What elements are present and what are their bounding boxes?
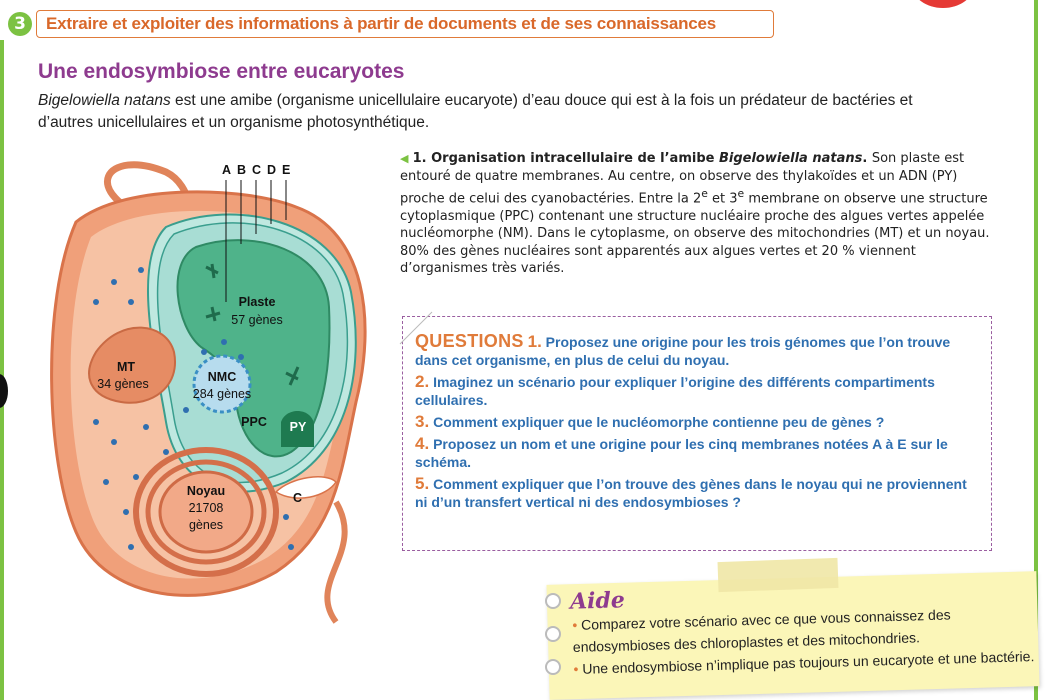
nmc-genes-label: 284 gènes	[192, 387, 252, 401]
aide-list	[572, 601, 1044, 680]
question-2-text: Imaginez un scénario pour expliquer l’origine des différents compartiments cellulaires.	[415, 374, 935, 408]
intro-text: est une amibe (organisme unicellulaire eucaryote) d’eau douce qui est à la fois un prédateur de bactéries et d’autres unicellulaires et un organisme photosynthétique.	[38, 92, 913, 131]
left-green-bar	[0, 40, 4, 700]
caption-sup-2: e	[737, 187, 745, 200]
aide-title: Aide	[569, 587, 626, 615]
section-title: Extraire et exploiter des informations à partir de documents et de ses connaissances	[46, 14, 717, 33]
binder-ring-icon	[545, 626, 561, 642]
bullet-icon: •	[572, 616, 578, 633]
questions-list	[415, 332, 975, 515]
question-5	[415, 475, 975, 511]
bullet-icon: •	[573, 660, 579, 677]
questions-heading: QUESTIONS	[415, 331, 524, 351]
caption-text-3: membrane on observe une structure cytoplasmique (PPC) contenant une structure nucléaire proche des algues vertes appelée nucléomorphe (NM). Dans le cytoplasme, on observe des mitochondries (MT) et un noyau. 80% des gènes nucléaires sont apparentés aux algues vertes et 20 % viennent d’organismes très variés.	[400, 191, 990, 277]
flagellum-bottom	[327, 502, 344, 622]
noyau-label: Noyau	[186, 484, 226, 498]
caption-sup-1: e	[701, 187, 708, 200]
aide-tape	[718, 558, 839, 592]
question-3-text: Comment expliquer que le nucléomorphe contienne peu de gènes ?	[429, 414, 885, 430]
membrane-label-d: D	[267, 163, 277, 177]
aide-item-2-text: Une endosymbiose n’implique pas toujours un eucaryote et une bactérie.	[582, 648, 1035, 677]
caption-number: 1. Organisation intracellulaire de l’amibe	[412, 151, 719, 166]
intro-paragraph	[38, 90, 958, 134]
membrane-label-a: A	[222, 163, 232, 177]
question-1	[415, 332, 975, 369]
caption-species: Bigelowiella natans	[718, 151, 863, 166]
caption-text-1: Son plaste est entouré de quatre membranes. Au centre, on observe des thylakoïdes et un ADN (PY) proche de celui des cyanobactéries. Entre la 2	[400, 151, 965, 207]
question-3-number: 3.	[415, 412, 430, 431]
question-5-number: 5.	[415, 474, 430, 493]
noyau-genes-word: gènes	[188, 518, 224, 532]
nmc-nucleomorph	[194, 356, 250, 412]
plaste-label: Plaste	[238, 295, 276, 309]
question-4-number: 4.	[415, 434, 430, 453]
binder-ring-icon	[545, 593, 561, 609]
question-1-number: 1.	[527, 332, 542, 351]
mt-label: MT	[116, 360, 136, 374]
intro-species: Bigelowiella natans	[38, 92, 171, 109]
question-4-text: Proposez un nom et une origine pour les cinq membranes notées A à E sur le schéma.	[415, 436, 948, 470]
question-4	[415, 435, 975, 471]
membrane-label-e: E	[282, 163, 291, 177]
mt-genes-label: 34 gènes	[97, 377, 149, 391]
page-title: Une endosymbiose entre eucaryotes	[38, 60, 405, 83]
nmc-label: NMC	[207, 370, 237, 384]
noyau-genes-number: 21708	[188, 501, 224, 515]
plaste-genes-label: 57 gènes	[231, 313, 283, 327]
section-number-badge: 3	[8, 12, 32, 36]
cell-diagram	[36, 152, 396, 632]
question-1-text: Proposez une origine pour les trois génomes que l’on trouve dans cet organisme, en plus de celui du noyau.	[415, 334, 951, 368]
question-2-number: 2.	[415, 372, 430, 391]
caption-arrow-icon: ◀	[400, 152, 409, 165]
binder-ring-icon	[545, 659, 561, 675]
ppc-label: PPC	[241, 415, 267, 429]
py-label: PY	[289, 420, 307, 434]
caption-dot: .	[862, 151, 872, 166]
figure-caption	[400, 150, 990, 278]
question-5-text: Comment expliquer que l’on trouve des gènes dans le noyau qui ne proviennent ni d’un transfert vertical ni des endosymbioses ?	[415, 476, 967, 510]
question-3	[415, 413, 975, 431]
aide-item-1-text: Comparez votre scénario avec ce que vous connaissez des endosymbioses des chloroplastes et des mitochondries.	[572, 606, 951, 655]
membrane-label-c: C	[252, 163, 262, 177]
c-label: C	[293, 491, 303, 505]
question-2	[415, 373, 975, 409]
membrane-label-b: B	[237, 163, 247, 177]
caption-text-2: et 3	[707, 191, 738, 207]
